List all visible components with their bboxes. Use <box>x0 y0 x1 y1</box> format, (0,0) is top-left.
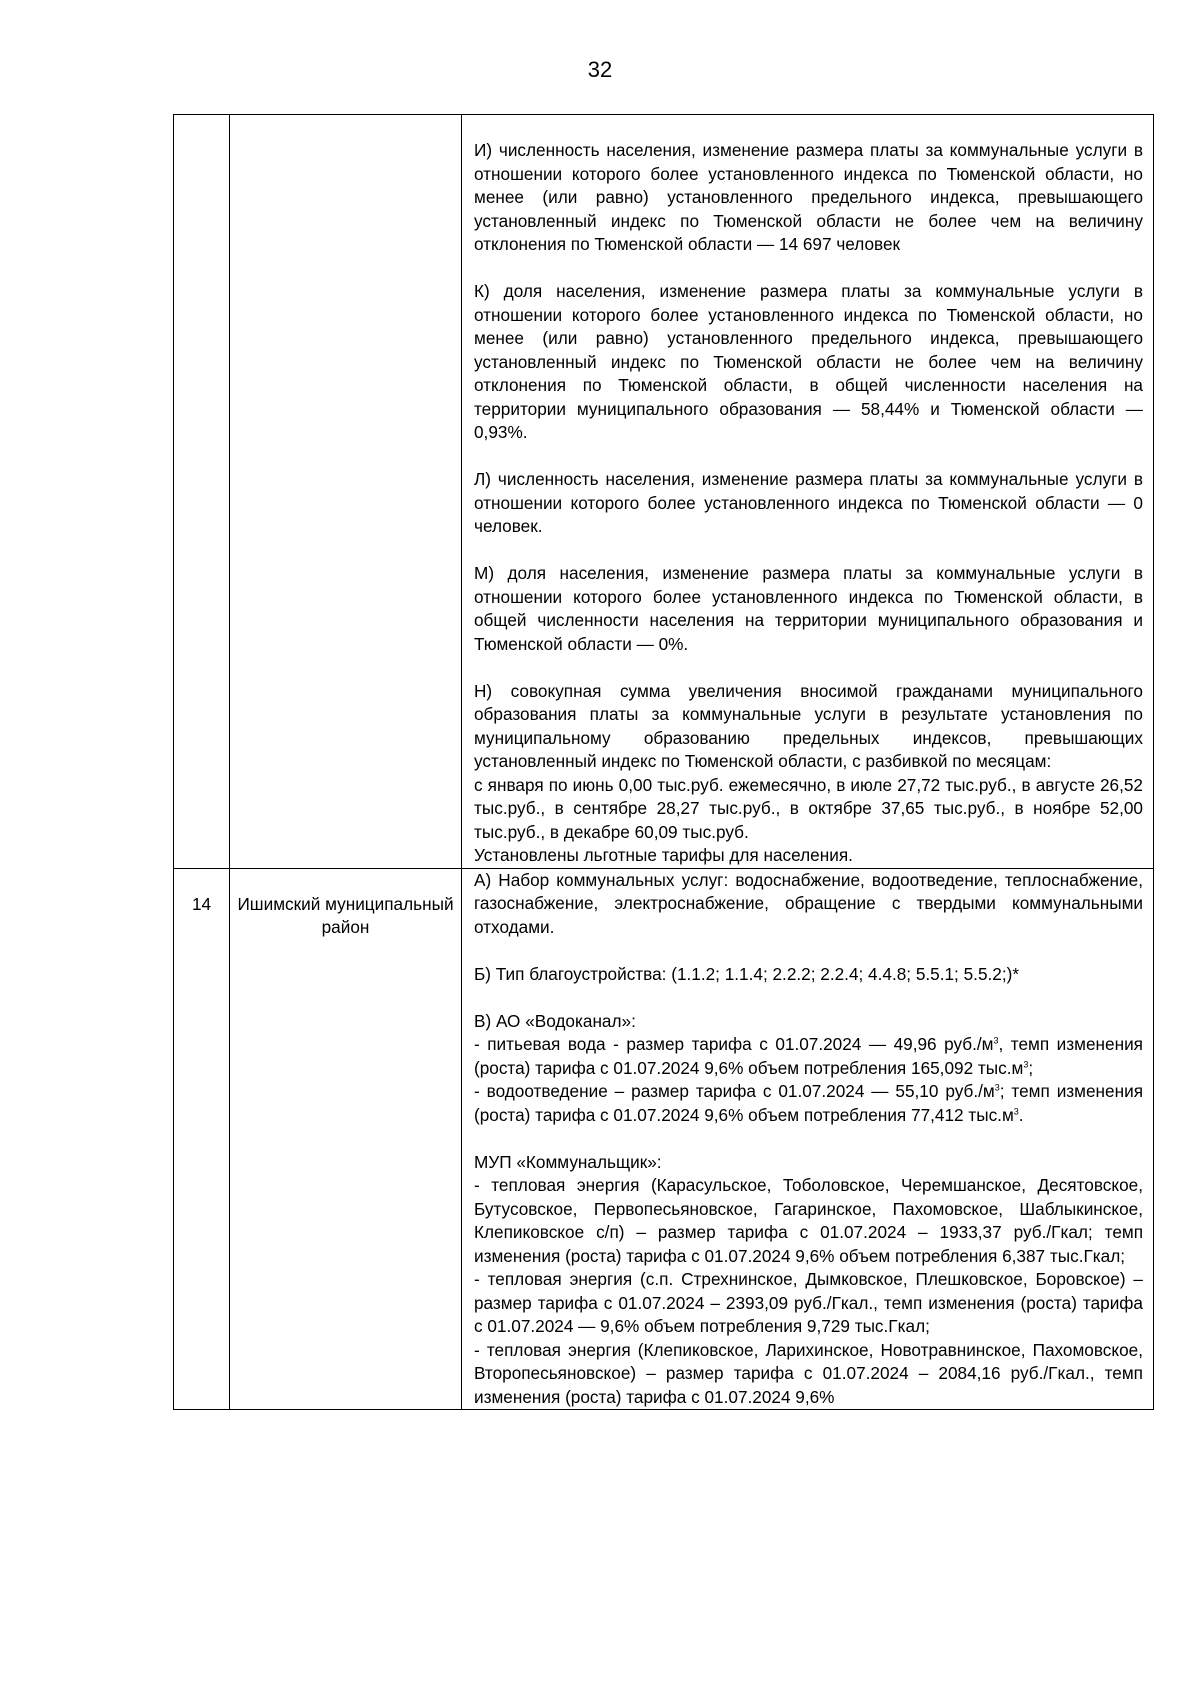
content-cell <box>462 115 1154 869</box>
municipality-cell: Ишимский муниципальный район <box>230 868 462 1410</box>
content-cell <box>462 868 1154 1410</box>
table-row <box>174 868 1154 1410</box>
paragraph-m: М) доля населения, изменение размера платы за коммунальные услуги в отношении которого более установленного индекса по Тюменской области, в общей численности населения на территории муниципального образования и Тюменской области — 0%. <box>474 563 1143 654</box>
tariff-table <box>173 114 1154 1410</box>
page-number: 32 <box>587 57 613 82</box>
paragraph-mup: МУП «Коммунальщик»: - тепловая энергия (Карасульское, Тоболовское, Черемшанское, Десятовское, Бутусовское, Первопесьяновское, Гагаринское, Пахомовское, Шаблыкинское, Клепиковское с/п) – размер тарифа с 01.07.2024 – 1933,37 руб./Гкал; темп изменения (роста) тарифа с 01.07.2024 9,6% объем потребления 6,387 тыс.Гкал; - тепловая энергия (с.п. Стрехнинское, Дымковское, Плешковское, Боровское) – размер тарифа с 01.07.2024 – 2393,09 руб./Гкал., темп изменения (роста) тарифа с 01.07.2024 — 9,6% объем потребления 9,729 тыс.Гкал; - тепловая энергия (Клепиковское, Ларихинское, Новотравнинское, Пахомовское, Второпесьяновское) – размер тарифа с 01.07.2024 – 2084,16 руб./Гкал., темп изменения (роста) тарифа с 01.07.2024 9,6% <box>474 1151 1143 1407</box>
row-number-cell: 14 <box>174 868 230 1410</box>
paragraph-k: К) доля населения, изменение размера платы за коммунальные услуги в отношении которого более установленного индекса по Тюменской области, но менее (или равно) установленного предельного индекса, превышающего установленный индекс по Тюменской области не более чем на величину отклонения по Тюменской области, в общей численности населения на территории муниципального образования — 58,44% и Тюменской области — 0,93%. <box>474 281 1143 442</box>
paragraph-b: Б) Тип благоустройства: (1.1.2; 1.1.4; 2.2.2; 2.2.4; 4.4.8; 5.5.1; 5.5.2;)* <box>474 963 1020 984</box>
paragraph-l: Л) численность населения, изменение размера платы за коммунальные услуги в отношении которого более установленного индекса по Тюменской области — 0 человек. <box>474 469 1143 536</box>
table-row <box>174 115 1154 869</box>
municipality-cell <box>230 115 462 869</box>
paragraph-i: И) численность населения, изменение размера платы за коммунальные услуги в отношении которого более установленного индекса по Тюменской области, но менее (или равно) установленного предельного индекса, превышающего установленный индекс по Тюменской области не более чем на величину отклонения по Тюменской области — 14 697 человек <box>474 140 1143 254</box>
paragraph-a: А) Набор коммунальных услуг: водоснабжение, водоотведение, теплоснабжение, газоснабжение, электроснабжение, обращение с твердыми коммунальными отходами. <box>474 869 1143 937</box>
row-number-cell <box>174 115 230 869</box>
paragraph-n: Н) совокупная сумма увеличения вносимой гражданами муниципального образования платы за коммунальные услуги в результате установления по муниципальному образованию предельных индексов, превышающих установленный индекс по Тюменской области, с разбивкой по месяцам: с января по июнь 0,00 тыс.руб. ежемесячно, в июле 27,72 тыс.руб., в августе 26,52 тыс.руб., в сентябре 28,27 тыс.руб., в октябре 37,65 тыс.руб., в ноябре 52,00 тыс.руб., в декабре 60,09 тыс.руб. Установлены льготные тарифы для населения. <box>474 680 1143 865</box>
paragraph-v: В) АО «Водоканал»: - питьевая вода - размер тарифа с 01.07.2024 — 49,96 $руб./м^3$, темп изменения (роста) тарифа с 01.07.2024 9,6% объем потребления 165,092 $тыс.м^3$; - водоотведение – размер тарифа с 01.07.2024 — 55,10 $руб./м^3$; темп изменения (роста) тарифа с 01.07.2024 9,6% объем потребления 77,412 $тыс.м^3$. <box>474 1010 1144 1125</box>
